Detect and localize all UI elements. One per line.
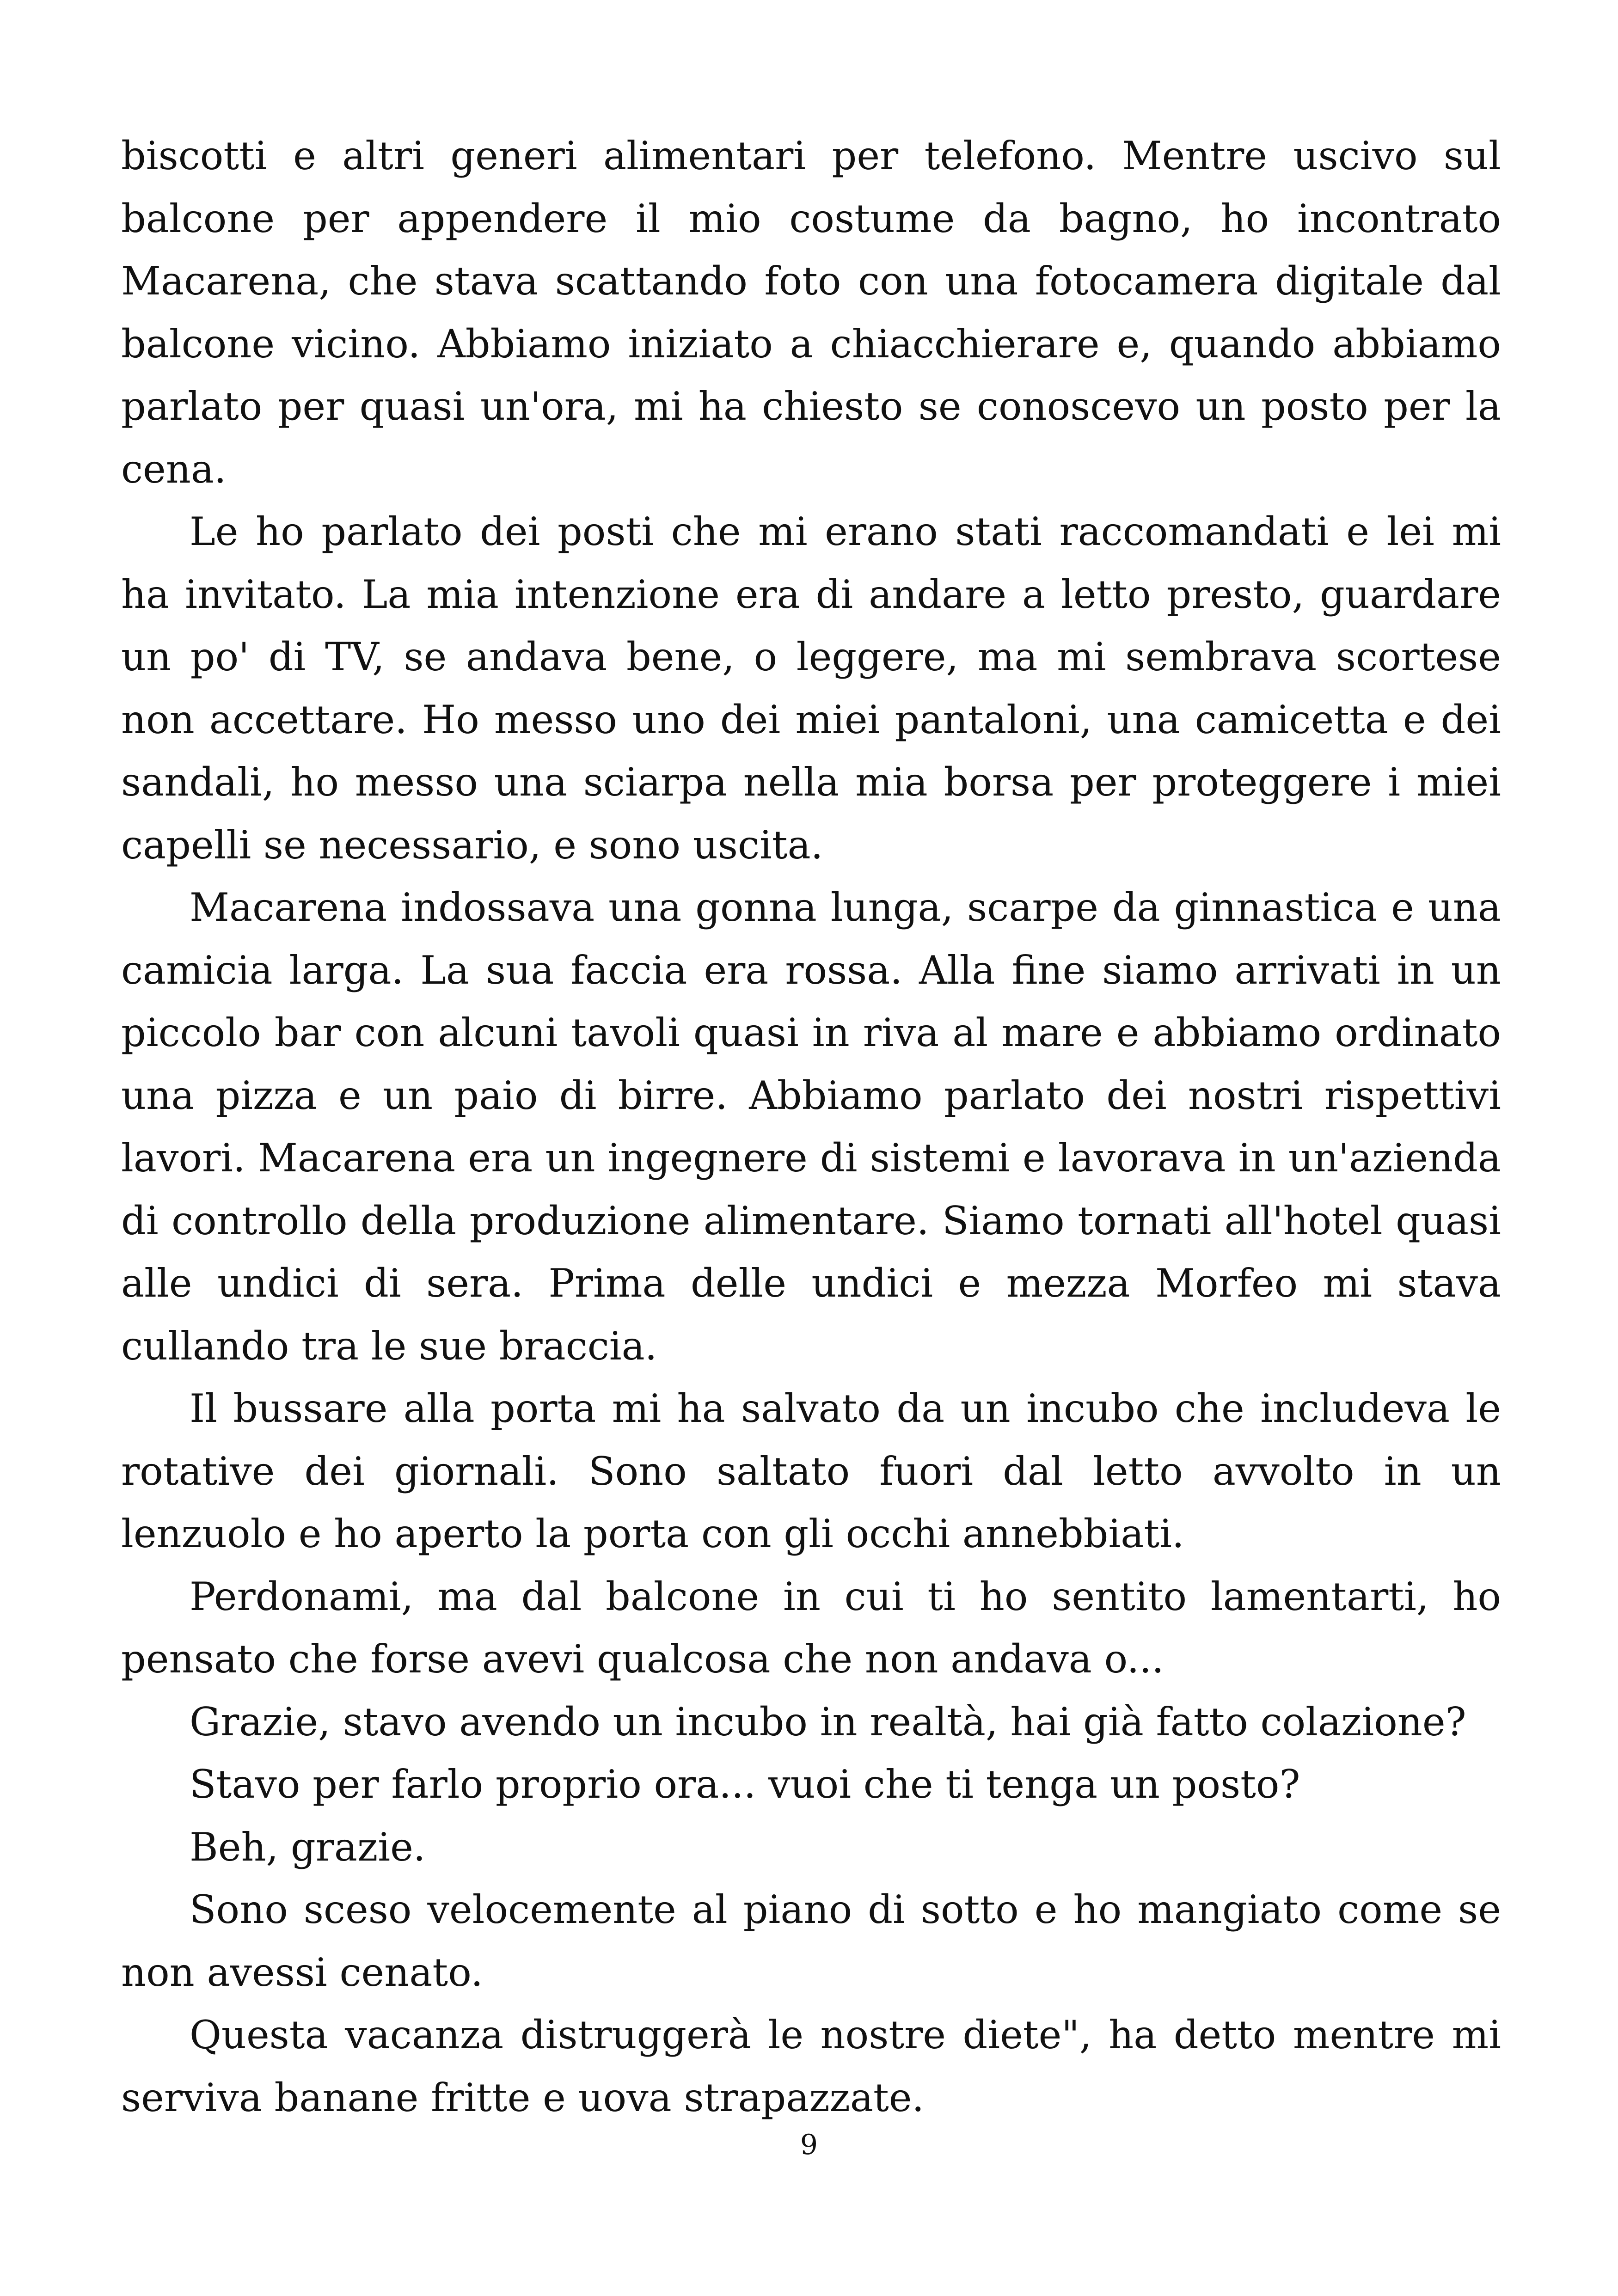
paragraph-5: Perdonami, ma dal balcone in cui ti ho sentito lamentarti, ho pensato che forse avevi qualcosa che non andava o... bbox=[121, 1574, 1501, 1682]
page-number: 9 bbox=[800, 2129, 818, 2161]
paragraph-1: biscotti e altri generi alimentari per telefono. Mentre uscivo sul balcone per appendere il mio costume da bagno, ho incontrato Macarena, che stava scattando foto con una fotocamera digitale dal balcone vicino. Abbiamo iniziato a chiacchierare e, quando abbiamo parlato per quasi un'ora, mi ha chiesto se conoscevo un posto per la cena. bbox=[121, 133, 1501, 492]
paragraph-4: Il bussare alla porta mi ha salvato da un incubo che includeva le rotative dei giornali. Sono saltato fuori dal letto avvolto in un lenzuolo e ho aperto la porta con gli occhi annebbiati. bbox=[121, 1386, 1501, 1556]
paragraph-9: Sono sceso velocemente al piano di sotto e ho mangiato come se non avessi cenato. bbox=[121, 1887, 1501, 1995]
paragraph-3: Macarena indossava una gonna lunga, scarpe da ginnastica e una camicia larga. La sua faccia era rossa. Alla fine siamo arrivati in un piccolo bar con alcuni tavoli quasi in riva al mare e abbiamo ordinato una pizza e un paio di birre. Abbiamo parlato dei nostri rispettivi lavori. Macarena era un ingegnere di sistemi e lavorava in un'azienda di controllo della produzione alimentare. Siamo tornati all'hotel quasi alle undici di sera. Prima delle undici e mezza Morfeo mi stava cullando tra le sue braccia. bbox=[121, 885, 1501, 1369]
paragraph-8: Beh, grazie. bbox=[190, 1824, 426, 1870]
body-text bbox=[121, 125, 1501, 2129]
paragraph-10: Questa vacanza distruggerà le nostre diete", ha detto mentre mi serviva banane fritte e uova strapazzate. bbox=[121, 2012, 1501, 2120]
paragraph-6: Grazie, stavo avendo un incubo in realtà, hai già fatto colazione? bbox=[190, 1699, 1466, 1745]
paragraph-2: Le ho parlato dei posti che mi erano stati raccomandati e lei mi ha invitato. La mia intenzione era di andare a letto presto, guardare un po' di TV, se andava bene, o leggere, ma mi sembrava scortese non accettare. Ho messo uno dei miei pantaloni, una camicetta e dei sandali, ho messo una sciarpa nella mia borsa per proteggere i miei capelli se necessario, e sono uscita. bbox=[121, 509, 1501, 868]
paragraph-7: Stavo per farlo proprio ora... vuoi che ti tenga un posto? bbox=[190, 1762, 1300, 1807]
